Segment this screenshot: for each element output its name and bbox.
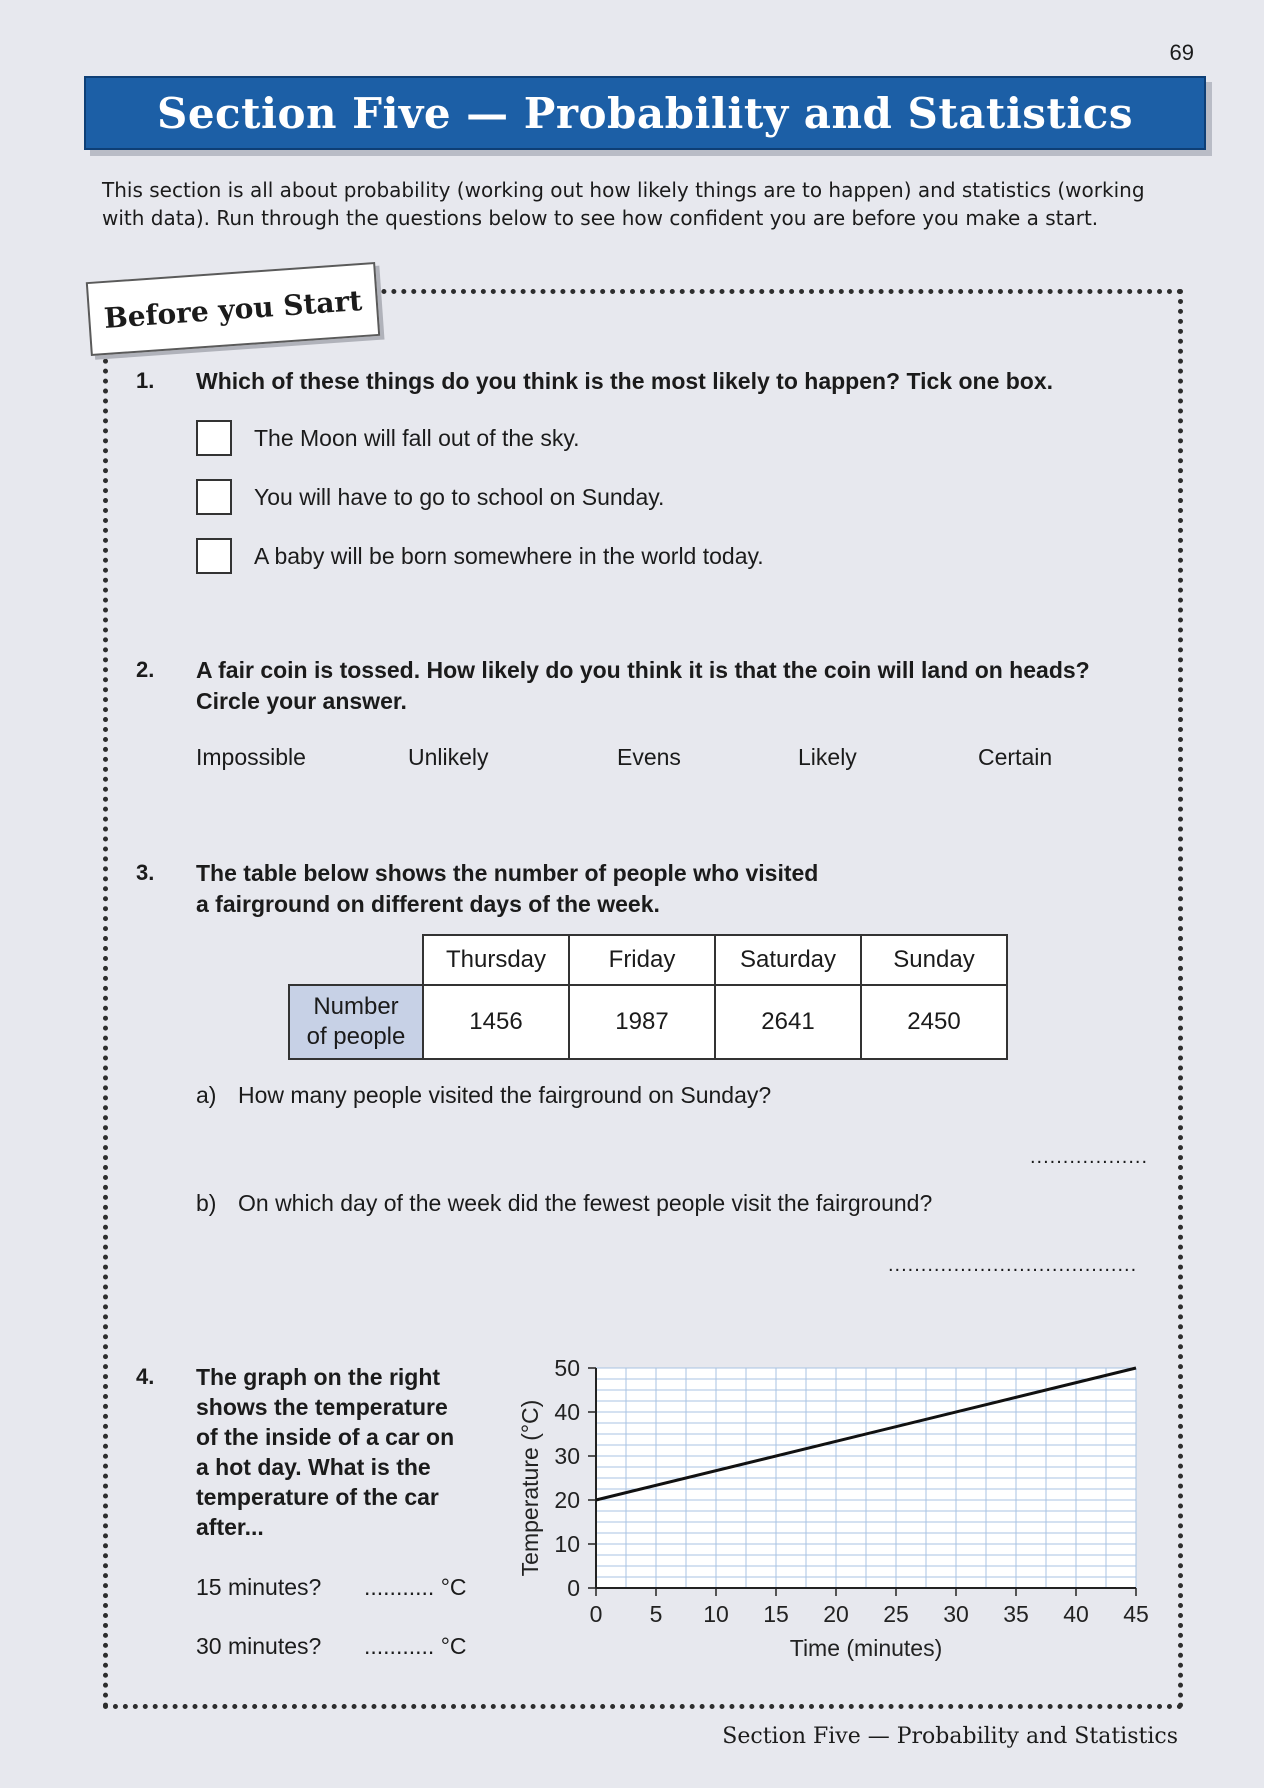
q4-line: of the inside of a car on [196, 1424, 455, 1450]
section-title: Section Five — Probability and Statistics [156, 88, 1134, 138]
q3b [196, 1190, 932, 1217]
table-header-cell: Saturday [715, 935, 861, 985]
q1-option-text: You will have to go to school on Sunday. [254, 483, 665, 510]
q4-line: temperature of the car [196, 1484, 439, 1510]
table-cell: 1987 [569, 985, 715, 1059]
x-tick-label: 15 [763, 1601, 789, 1627]
q3-text-line1: The table below shows the number of people who visited [196, 860, 819, 886]
q1-option-text: The Moon will fall out of the sky. [254, 424, 580, 451]
q4-line: after... [196, 1514, 264, 1540]
q1-checkbox-2[interactable] [196, 479, 232, 515]
q4-ask-15 [196, 1574, 321, 1601]
y-tick-label: 10 [554, 1531, 580, 1557]
x-tick-label: 5 [649, 1601, 663, 1627]
q4-blank[interactable]: ........... [364, 1633, 435, 1659]
table-header-row [289, 935, 1007, 985]
x-tick-label: 30 [943, 1601, 969, 1627]
q2-text-line1: A fair coin is tossed. How likely do you think it is that the coin will land on heads? [196, 657, 1090, 683]
q3b-text: On which day of the week did the fewest people visit the fairground? [238, 1190, 933, 1216]
q4-answer-30[interactable] [364, 1633, 467, 1660]
choice-likely[interactable]: Likely [798, 744, 857, 770]
page-number: 69 [1169, 40, 1194, 65]
q3b-answer-line[interactable]: ...................................... [888, 1254, 1138, 1276]
row-label-line2: of people [306, 1023, 406, 1050]
y-tick-label: 30 [554, 1443, 580, 1469]
q1-number: 1. [136, 368, 155, 393]
q4-line: The graph on the right [196, 1364, 441, 1390]
y-axis-label: Temperature (°C) [517, 1399, 543, 1577]
q4-blank[interactable]: ........... [364, 1574, 435, 1600]
table-row [289, 985, 1007, 1059]
choice-unlikely[interactable]: Unlikely [408, 744, 489, 770]
page-footer: Section Five — Probability and Statistics [722, 1724, 1178, 1749]
table-cell: 2641 [715, 985, 861, 1059]
row-label-line1: Number [313, 993, 399, 1020]
x-tick-label: 45 [1123, 1601, 1149, 1627]
q3a-text: How many people visited the fairground on Sunday? [238, 1082, 772, 1108]
q4-line: shows the temperature [196, 1394, 448, 1420]
q4-ask-15-text: 15 minutes? [196, 1574, 322, 1600]
y-tick-label: 40 [554, 1399, 580, 1425]
fairground-table [288, 934, 1008, 1060]
q1-text: Which of these things do you think is the most likely to happen? Tick one box. [196, 368, 1054, 394]
q1-option-text: A baby will be born somewhere in the world today. [254, 542, 764, 569]
q1-option-row [196, 479, 664, 515]
table-cell: 1456 [423, 985, 569, 1059]
choice-evens[interactable]: Evens [617, 744, 681, 770]
before-you-start-text: Before you Start [102, 283, 364, 335]
y-tick-label: 0 [567, 1575, 580, 1601]
x-tick-label: 10 [703, 1601, 729, 1627]
x-tick-label: 0 [589, 1601, 603, 1627]
q4-line: a hot day. What is the [196, 1454, 431, 1480]
q2-text-line2: Circle your answer. [196, 688, 407, 714]
q3a [196, 1082, 771, 1109]
q3-text-line2: a fairground on different days of the week. [196, 891, 660, 917]
table-header-cell: Thursday [423, 935, 569, 985]
table-cell: 2450 [861, 985, 1007, 1059]
temperature-graph [508, 1352, 1168, 1672]
choice-certain[interactable]: Certain [978, 744, 1053, 770]
table-row-label [289, 985, 423, 1059]
x-axis-label: Time (minutes) [789, 1635, 943, 1661]
x-tick-label: 25 [883, 1601, 909, 1627]
x-tick-label: 35 [1003, 1601, 1029, 1627]
x-tick-label: 40 [1063, 1601, 1089, 1627]
q4-number: 4. [136, 1364, 155, 1389]
y-tick-label: 20 [554, 1487, 580, 1513]
q1-option-row [196, 420, 580, 456]
q4-ask-30-text: 30 minutes? [196, 1633, 322, 1659]
x-tick-label: 20 [823, 1601, 849, 1627]
q4-unit: °C [440, 1633, 467, 1659]
q3a-answer-line[interactable]: .................. [1030, 1146, 1149, 1168]
table-header-cell: Sunday [861, 935, 1007, 985]
q3-number: 3. [136, 860, 155, 885]
q4-ask-30 [196, 1633, 321, 1660]
q3b-label: b) [196, 1190, 217, 1216]
q4-text [196, 1362, 454, 1542]
q3a-label: a) [196, 1082, 217, 1108]
q1-option-row [196, 538, 764, 574]
q4-unit: °C [440, 1574, 467, 1600]
graph-grid [596, 1368, 1136, 1588]
q1-checkbox-3[interactable] [196, 538, 232, 574]
table-corner [289, 935, 423, 985]
table-header-cell: Friday [569, 935, 715, 985]
q4-answer-15[interactable] [364, 1574, 467, 1601]
section-header [84, 76, 1206, 150]
choice-impossible[interactable]: Impossible [196, 744, 306, 770]
q2-number: 2. [136, 657, 155, 682]
intro-text: This section is all about probability (working out how likely things are to happen) and statistics (working with data). Run through the questions below to see how confident you are before you make a start. [102, 178, 1145, 230]
y-tick-label: 50 [554, 1355, 580, 1381]
q1-checkbox-1[interactable] [196, 420, 232, 456]
